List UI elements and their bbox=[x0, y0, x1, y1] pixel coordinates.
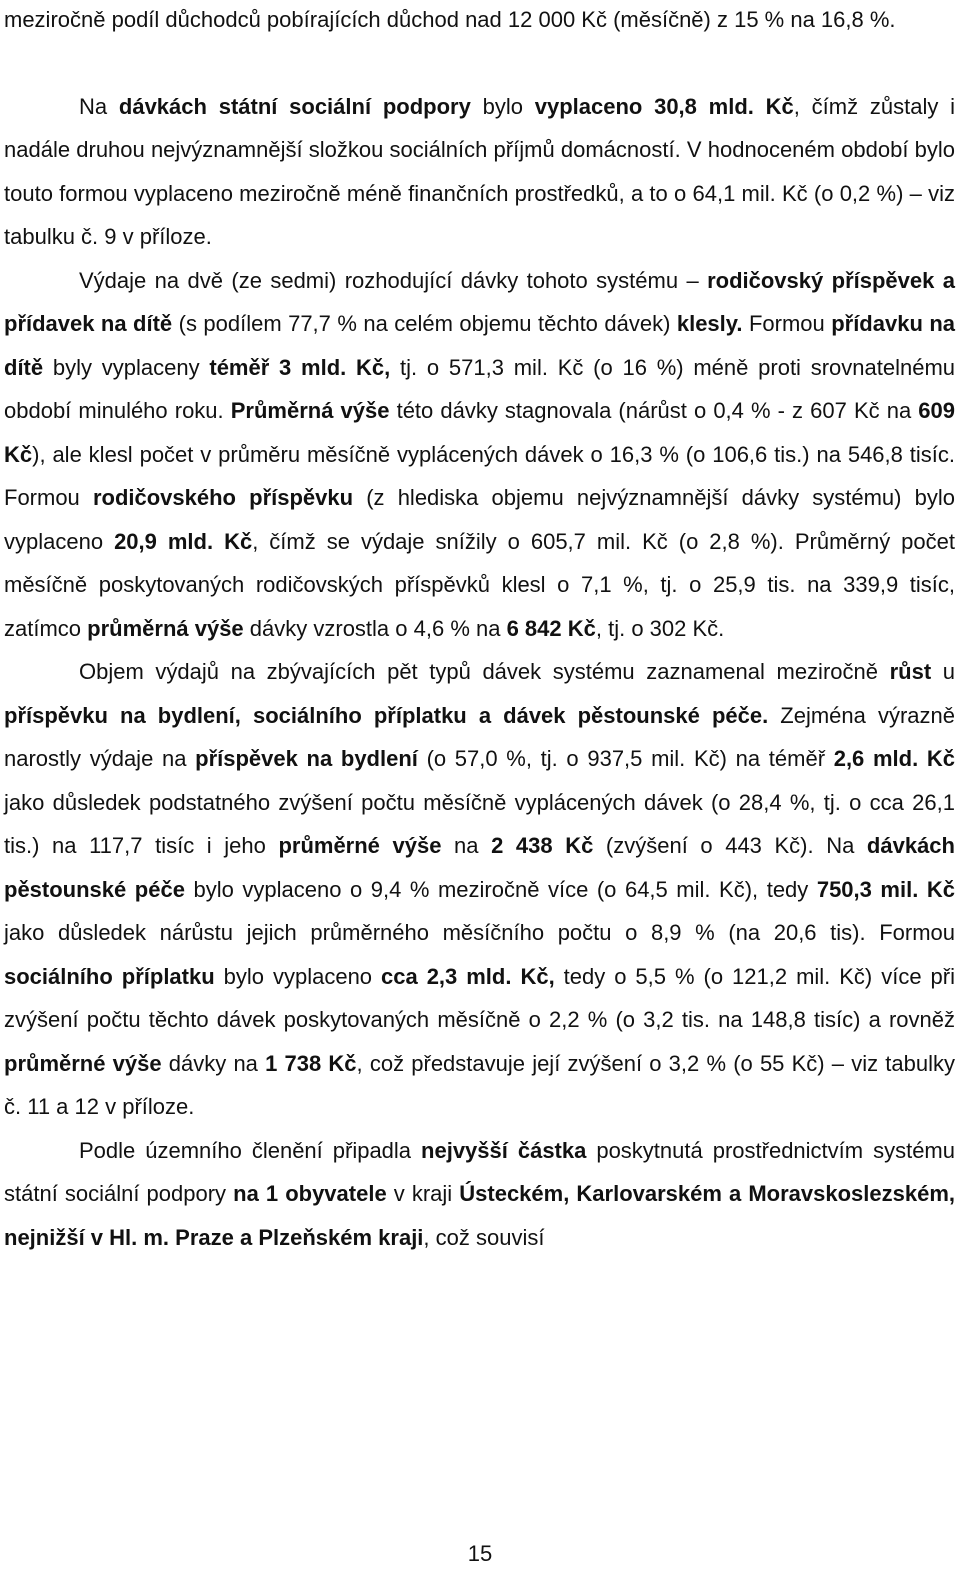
bold-text-run: Průměrná výše bbox=[230, 398, 390, 423]
bold-text-run: 2 438 Kč bbox=[491, 833, 594, 858]
text-run: byly vyplaceny bbox=[43, 354, 210, 380]
bold-text-run: 609 Kč bbox=[4, 398, 955, 467]
text-run: , čímž se výdaje snížily o 605,7 mil. Kč (o 2,8 %). Průměrný počet měsíčně poskytovaných rodičovských příspěvků klesl o 7,1 %, tj. o 25,9 tis. na 339,9 tisíc, zatímco bbox=[4, 528, 956, 641]
text-run: Na bbox=[79, 93, 119, 119]
bold-text-run: na 1 obyvatele bbox=[233, 1181, 387, 1206]
bold-text-run: dávkách státní sociální podpory bbox=[118, 93, 471, 119]
text-run: bylo vyplaceno bbox=[214, 963, 382, 989]
paragraph bbox=[4, 650, 955, 1129]
bold-text-run: cca 2,3 mld. Kč, bbox=[381, 963, 555, 989]
text-run: na bbox=[441, 833, 492, 858]
text-run: , což souvisí bbox=[423, 1224, 545, 1250]
text-run: Podle územního členění připadla bbox=[79, 1137, 422, 1163]
text-run: ), ale klesl počet v průměru měsíčně vyplácených dávek o 16,3 % (o 106,6 tis.) na 546,8 tisíc. Formou bbox=[4, 441, 955, 510]
text-run: tedy o 5,5 % (o 121,2 mil. Kč) více při zvýšení počtu těchto dávek poskytovaných měsíčně o 2,2 % (o 3,2 tis. na 148,8 tisíc) a rovněž bbox=[4, 963, 955, 1032]
bold-text-run: 750,3 mil. Kč bbox=[816, 876, 955, 902]
text-run: (z hlediska objemu nejvýznamnější dávky systému) bylo vyplaceno bbox=[4, 485, 955, 554]
text-run: dávky vzrostla o 4,6 % na bbox=[243, 615, 507, 641]
text-run: jako důsledek nárůstu jejich průměrného měsíčního počtu o 8,9 % (na 20,6 tis). Formou bbox=[4, 920, 955, 945]
paragraph-gap bbox=[4, 42, 955, 85]
text-run: , tj. o 302 Kč. bbox=[595, 615, 725, 641]
bold-text-run: 2,6 mld. Kč bbox=[833, 746, 955, 771]
bold-text-run: příspěvek na bydlení bbox=[195, 746, 418, 771]
text-run: Zejména výrazně narostly výdaje na bbox=[4, 702, 955, 771]
bold-text-run: Ústeckém, Karlovarském a Moravskoslezském, nejnižší v Hl. m. Praze a Plzeňském kraji bbox=[4, 1181, 955, 1250]
text-run: poskytnutá prostřednictvím systému státní sociální podpory bbox=[4, 1137, 955, 1206]
text-run: bylo bbox=[470, 93, 535, 119]
paragraph bbox=[4, 1129, 955, 1260]
text-run: , čímž zůstaly i nadále druhou nejvýznamnější složkou sociálních příjmů domácností. V hodnoceném období bylo touto formou vyplaceno meziročně méně finančních prostředků, a to o 64,1 mil. Kč (o 0,2 %) – viz tabulku č. 9 v příloze. bbox=[4, 93, 955, 249]
bold-text-run: rodičovský příspěvek a přídavek na dítě bbox=[4, 267, 955, 336]
text-run: jako důsledek podstatného zvýšení počtu měsíčně vyplácených dávek (o 28,4 %, tj. o cca 26,1 tis.) na 117,7 tisíc i jeho bbox=[4, 789, 955, 858]
text-run: této dávky stagnovala (nárůst o 0,4 % - z 607 Kč na bbox=[389, 398, 919, 423]
text-run: Formou bbox=[742, 311, 832, 336]
bold-text-run: dávkách pěstounské péče bbox=[4, 833, 955, 902]
bold-text-run: sociálního příplatku bbox=[4, 963, 215, 989]
bold-text-run: vyplaceno 30,8 mld. Kč bbox=[534, 93, 794, 119]
page-number: 15 bbox=[467, 1541, 493, 1566]
bold-text-run: 6 842 Kč bbox=[506, 615, 596, 641]
bold-text-run: rodičovského příspěvku bbox=[92, 485, 354, 510]
paragraph bbox=[4, 0, 955, 42]
bold-text-run: průměrná výše bbox=[87, 615, 244, 641]
paragraph bbox=[4, 85, 955, 259]
bold-text-run: průměrné výše bbox=[278, 833, 442, 858]
text-run: Výdaje na dvě (ze sedmi) rozhodující dávky tohoto systému – bbox=[79, 267, 708, 293]
text-run: (zvýšení o 443 Kč). Na bbox=[593, 833, 867, 858]
paragraph bbox=[4, 259, 955, 651]
bold-text-run: klesly. bbox=[676, 311, 743, 336]
bold-text-run: přídavku na dítě bbox=[4, 311, 955, 380]
text-run: u bbox=[931, 659, 955, 684]
text-run: , což představuje její zvýšení o 3,2 % (o 55 Kč) – viz tabulky č. 11 a 12 v příloze. bbox=[4, 1050, 955, 1119]
text-run: bylo vyplaceno o 9,4 % meziročně více (o 64,5 mil. Kč), tedy bbox=[184, 876, 817, 902]
text-run: dávky na bbox=[161, 1050, 266, 1076]
document-page bbox=[4, 0, 955, 1259]
bold-text-run: příspěvku na bydlení, sociálního příplatku a dávek pěstounské péče. bbox=[4, 702, 769, 728]
bold-text-run: růst bbox=[889, 659, 932, 684]
bold-text-run: průměrné výše bbox=[4, 1050, 162, 1076]
text-run: meziročně podíl důchodců pobírajících důchod nad 12 000 Kč (měsíčně) z 15 % na 16,8 %. bbox=[4, 7, 896, 32]
bold-text-run: 20,9 mld. Kč bbox=[114, 528, 253, 554]
text-run: v kraji bbox=[386, 1181, 460, 1206]
text-run: (s podílem 77,7 % na celém objemu těchto dávek) bbox=[172, 311, 677, 336]
bold-text-run: 1 738 Kč bbox=[265, 1050, 357, 1076]
bold-text-run: téměř 3 mld. Kč, bbox=[209, 354, 391, 380]
bold-text-run: nejvyšší částka bbox=[421, 1137, 587, 1163]
text-run: tj. o 571,3 mil. Kč (o 16 %) méně proti srovnatelnému období minulého roku. bbox=[4, 354, 956, 423]
text-run: Objem výdajů na zbývajících pět typů dávek systému zaznamenal meziročně bbox=[79, 659, 890, 684]
text-run: (o 57,0 %, tj. o 937,5 mil. Kč) na téměř bbox=[417, 746, 834, 771]
